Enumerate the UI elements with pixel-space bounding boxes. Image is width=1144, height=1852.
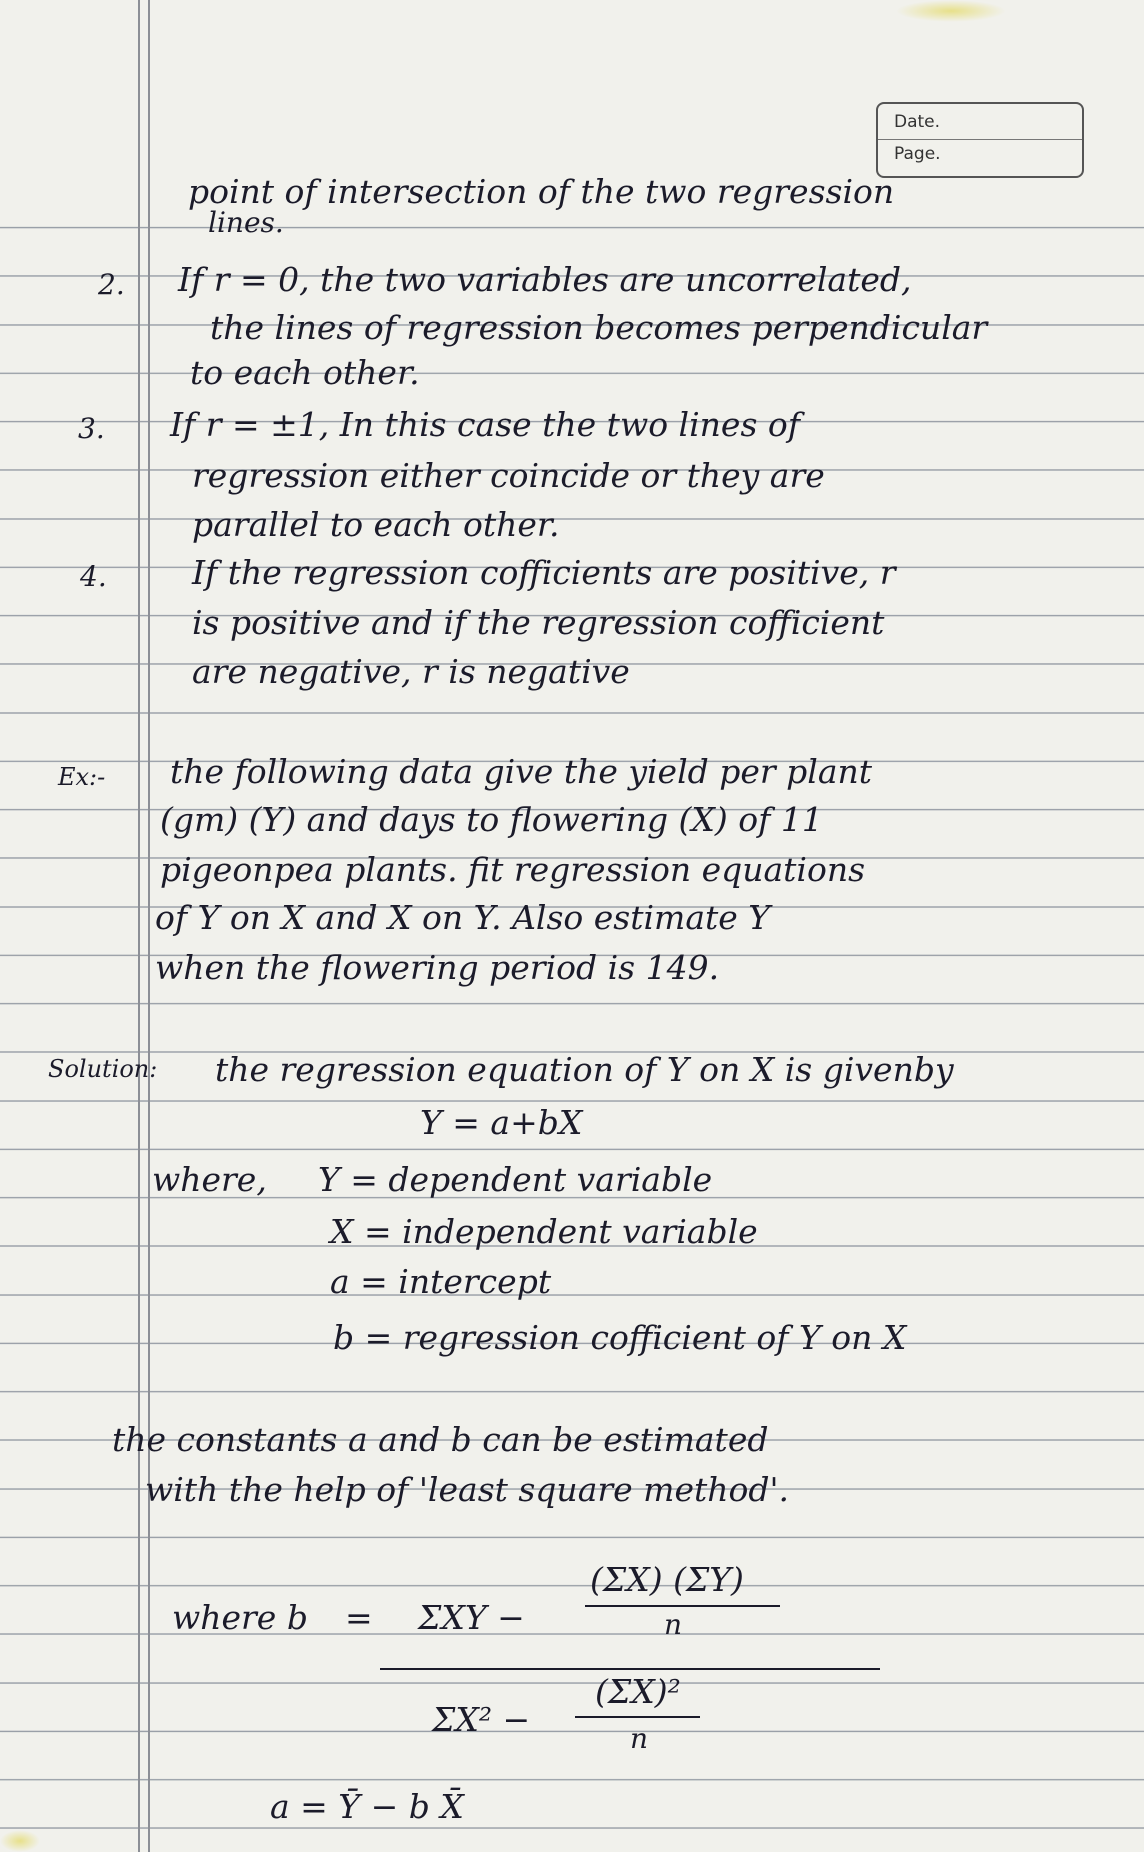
definition-line: X = independent variable: [330, 1212, 758, 1251]
date-page-divider: [878, 139, 1082, 140]
highlight-smudge: [896, 0, 1006, 22]
formula-numerator-fraction-top: (ΣX) (ΣY): [590, 1560, 744, 1599]
list-number: 4.: [80, 560, 107, 593]
definition-line: a = intercept: [330, 1262, 552, 1301]
text-line: when the flowering period is 149.: [155, 948, 720, 987]
solution-label: Solution:: [48, 1055, 158, 1083]
date-label: Date.: [894, 112, 941, 132]
text-line: pigeonpea plants. fit regression equations: [160, 850, 866, 889]
definition-line: b = regression cofficient of Y on X: [333, 1318, 907, 1357]
page-label: Page.: [894, 144, 941, 164]
text-line: the lines of regression becomes perpendicular: [210, 308, 988, 347]
text-line: regression either coincide or they are: [192, 456, 825, 495]
formula-denominator: ΣX² −: [432, 1700, 531, 1739]
text-line: with the help of 'least square method'.: [145, 1470, 790, 1509]
text-line: the following data give the yield per plant: [170, 752, 873, 791]
list-number: 2.: [98, 268, 125, 301]
text-line: If r = 0, the two variables are uncorrelated,: [178, 260, 912, 299]
fraction-bar: [585, 1605, 780, 1607]
text-line: where,: [152, 1160, 267, 1199]
formula-label: where b: [172, 1598, 308, 1637]
fraction-bar: [575, 1716, 700, 1718]
formula-denominator-fraction-top: (ΣX)²: [595, 1672, 681, 1711]
equation-line: Y = a+bX: [420, 1103, 583, 1142]
main-fraction-bar: [380, 1668, 880, 1670]
formula-denominator-fraction-bottom: n: [630, 1722, 649, 1755]
text-line: to each other.: [190, 353, 420, 392]
text-line: are negative, r is negative: [192, 652, 630, 691]
list-number: 3.: [78, 412, 105, 445]
text-line: of Y on X and X on Y. Also estimate Y: [155, 898, 771, 937]
definition-line: Y = dependent variable: [318, 1160, 713, 1199]
margin-line: [138, 0, 140, 1852]
text-line: lines.: [208, 206, 284, 239]
text-line: If the regression cofficients are positive, r: [192, 553, 896, 592]
formula-numerator: ΣXY −: [418, 1598, 525, 1637]
date-page-box: [876, 102, 1084, 178]
example-label: Ex:-: [58, 763, 106, 791]
highlight-smudge: [0, 1830, 40, 1852]
text-line: If r = ±1, In this case the two lines of: [170, 405, 800, 444]
text-line: the constants a and b can be estimated: [112, 1420, 769, 1459]
text-line: is positive and if the regression cofficient: [192, 603, 885, 642]
formula-equals: =: [345, 1598, 373, 1637]
margin-line: [148, 0, 150, 1852]
text-line: parallel to each other.: [192, 505, 560, 544]
formula-intercept: a = Ȳ − b X̄: [270, 1787, 464, 1826]
text-line: the regression equation of Y on X is givenby: [215, 1050, 954, 1089]
formula-numerator-fraction-bottom: n: [664, 1608, 683, 1641]
text-line: point of intersection of the two regression: [188, 172, 895, 211]
text-line: (gm) (Y) and days to flowering (X) of 11: [160, 800, 823, 839]
